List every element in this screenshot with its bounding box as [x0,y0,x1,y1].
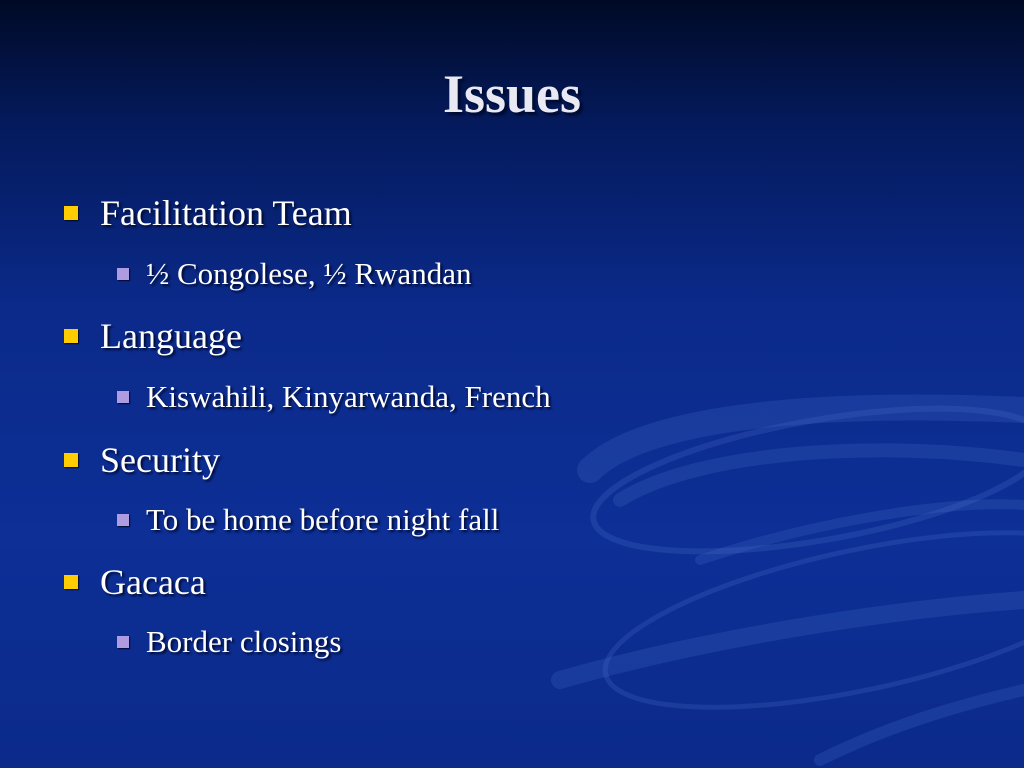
bullet-item [64,188,352,238]
bullet-item [64,557,206,607]
sub-bullet-item [117,498,499,542]
square-bullet-icon [64,453,78,467]
slide-title: Issues [442,64,582,124]
bullet-text: Security [100,440,220,480]
sub-bullet-text: Kiswahili, Kinyarwanda, French [146,379,551,414]
sub-bullet-text: ½ Congolese, ½ Rwandan [146,256,472,291]
bullet-item [64,435,220,485]
bullet-text: Language [100,316,242,356]
square-sub-bullet-icon [117,268,129,280]
square-sub-bullet-icon [117,391,129,403]
sub-bullet-item [117,375,551,419]
bullet-text: Facilitation Team [100,193,352,233]
sub-bullet-text: To be home before night fall [146,502,500,537]
square-bullet-icon [64,206,78,220]
bullet-text: Gacaca [100,562,206,602]
square-bullet-icon [64,329,78,343]
square-bullet-icon [64,575,78,589]
sub-bullet-item [117,620,341,664]
sub-bullet-text: Border closings [146,624,342,659]
square-sub-bullet-icon [117,636,129,648]
sub-bullet-item [117,252,471,296]
square-sub-bullet-icon [117,514,129,526]
bullet-item [64,311,242,361]
